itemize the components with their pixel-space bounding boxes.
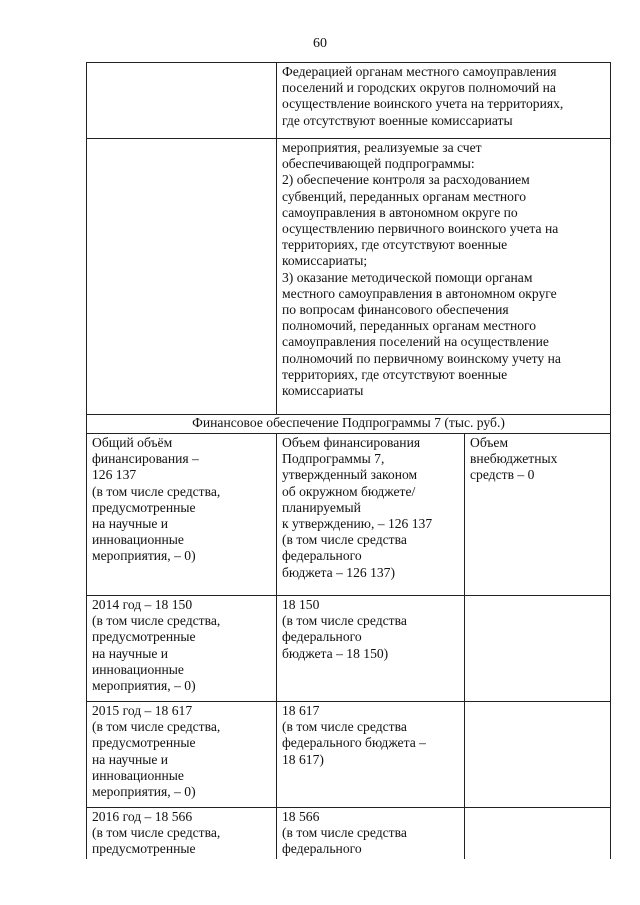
measures-text-cell-1: Федерацией органам местного самоуправления поселений и городских округов полномочий на осуществление воинского учета на территориях, где отсутствуют военные комиссариаты: [277, 63, 611, 139]
table-row: [87, 63, 611, 139]
empty-cell: [87, 139, 277, 415]
table-row: [87, 702, 611, 808]
budget-cell: Объем финансирования Подпрограммы 7, утвержденный законом об окружном бюджете/ планируемый к утверждению, – 126 137 (в том числе средства федерального бюджета – 126 137): [277, 434, 465, 596]
subprogram-table: [86, 62, 611, 859]
table-row: [87, 434, 611, 596]
table-row: [87, 808, 611, 859]
budget-cell: 18 617 (в том числе средства федерального бюджета – 18 617): [277, 702, 465, 808]
total-cell: 2014 год – 18 150 (в том числе средства, предусмотренные на научные и инновационные мероприятия, – 0): [87, 596, 277, 702]
finance-title: Финансовое обеспечение Подпрограммы 7 (тыс. руб.): [87, 415, 611, 434]
table-row: [87, 415, 611, 434]
measures-text-cell-2: мероприятия, реализуемые за счет обеспечивающей подпрограммы: 2) обеспечение контроля за расходованием субвенций, переданных органам местного самоуправления в автономном округе по осуществлению первичного воинского учета на территориях, где отсутствуют военные комиссариаты; 3) оказание методической помощи органам местного самоуправления в автономном округе по вопросам финансового обеспечения полномочий, переданных органам местного самоуправления поселений на осуществление полномочий по первичному воинскому учету на территориях, где отсутствуют военные комиссариаты: [277, 139, 611, 415]
budget-cell: 18 150 (в том числе средства федерального бюджета – 18 150): [277, 596, 465, 702]
total-cell: Общий объём финансирования – 126 137 (в том числе средства, предусмотренные на научные и инновационные мероприятия, – 0): [87, 434, 277, 596]
total-cell: 2016 год – 18 566 (в том числе средства, предусмотренные: [87, 808, 277, 859]
extrabudget-cell: [465, 808, 611, 859]
budget-cell: 18 566 (в том числе средства федерального: [277, 808, 465, 859]
total-cell: 2015 год – 18 617 (в том числе средства, предусмотренные на научные и инновационные мероприятия, – 0): [87, 702, 277, 808]
table-row: [87, 596, 611, 702]
table-row: [87, 139, 611, 415]
empty-cell: [87, 63, 277, 139]
extrabudget-cell: Объем внебюджетных средств – 0: [465, 434, 611, 596]
extrabudget-cell: [465, 702, 611, 808]
page-number: 60: [313, 36, 327, 51]
extrabudget-cell: [465, 596, 611, 702]
